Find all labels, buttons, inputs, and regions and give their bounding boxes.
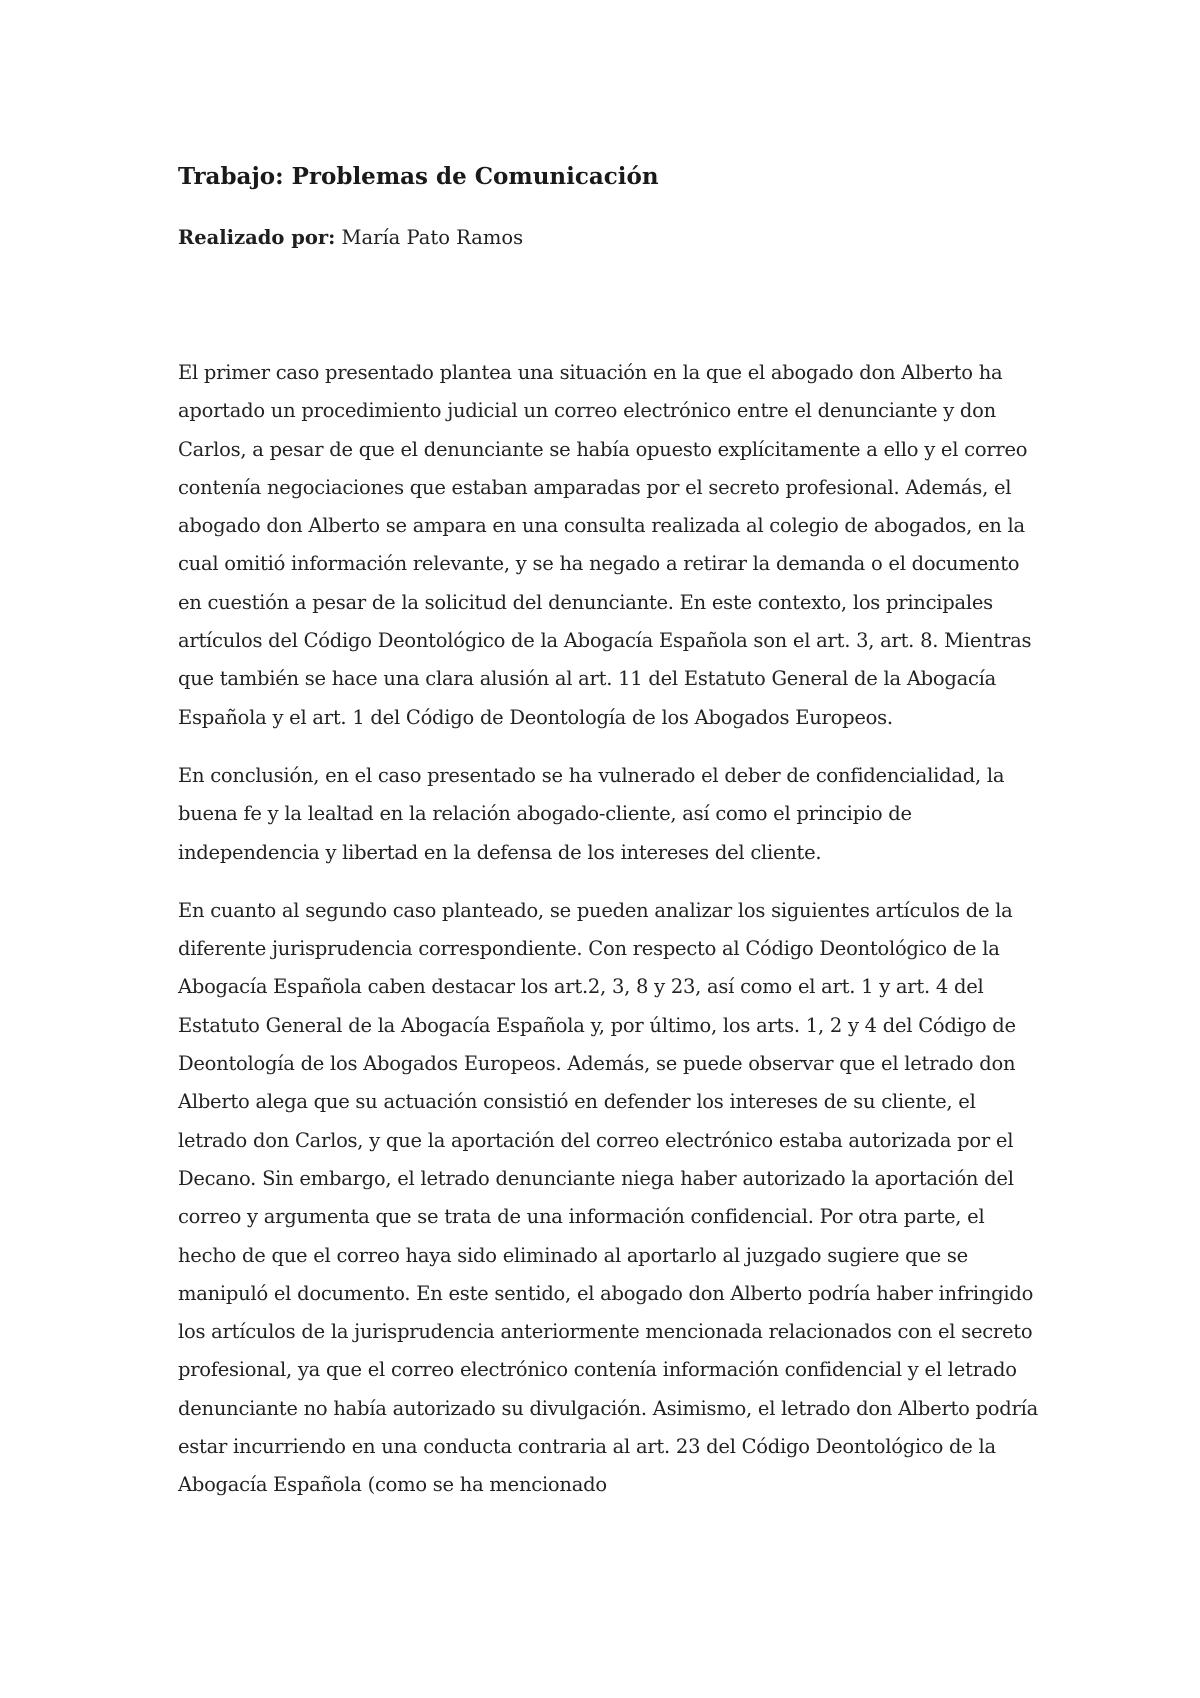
author-line [178,225,1042,251]
document-content [178,163,1042,1525]
paragraph-3: En cuanto al segundo caso planteado, se pueden analizar los siguientes artículos de la diferente jurisprudencia correspondiente. Con respecto al Código Deontológico de la Abogacía Española caben destacar los art.2, 3, 8 y 23, así como el art. 1 y art. 4 del Estatuto General de la Abogacía Española y, por último, los arts. 1, 2 y 4 del Código de Deontología de los Abogados Europeos. Además, se puede observar que el letrado don Alberto alega que su actuación consistió en defender los intereses de su cliente, el letrado don Carlos, y que la aportación del correo electrónico estaba autorizada por el Decano. Sin embargo, el letrado denunciante niega haber autorizado la aportación del correo y argumenta que se trata de una información confidencial. Por otra parte, el hecho de que el correo haya sido eliminado al aportarlo al juzgado sugiere que se manipuló el documento. En este sentido, el abogado don Alberto podría haber infringido los artículos de la jurisprudencia anteriormente mencionada relacionados con el secreto profesional, ya que el correo electrónico contenía información confidencial y el letrado denunciante no había autorizado su divulgación. Asimismo, el letrado don Alberto podría estar incurriendo en una conducta contraria al art. 23 del Código Deontológico de la Abogacía Española (como se ha mencionado [178,898,1038,1497]
paragraph-1: El primer caso presentado plantea una situación en la que el abogado don Alberto ha aportado un procedimiento judicial un correo electrónico entre el denunciante y don Carlos, a pesar de que el denunciante se había opuesto explícitamente a ello y el correo contenía negociaciones que estaban amparadas por el secreto profesional. Además, el abogado don Alberto se ampara en una consulta realizada al colegio de abogados, en la cual omitió información relevante, y se ha negado a retirar la demanda o el documento en cuestión a pesar de la solicitud del denunciante. En este contexto, los principales artículos del Código Deontológico de la Abogacía Española son el art. 3, art. 8. Mientras que también se hace una clara alusión al art. 11 del Estatuto General de la Abogacía Española y el art. 1 del Código de Deontología de los Abogados Europeos. [178,361,1032,729]
author-label: Realizado por: [178,226,336,249]
paragraph-2: En conclusión, en el caso presentado se ha vulnerado el deber de confidencialidad, la buena fe y la lealtad en la relación abogado-cliente, así como el principio de independencia y libertad en la defensa de los intereses del cliente. [178,763,1005,864]
document-title: Trabajo: Problemas de Comunicación [178,163,659,190]
author-name: María Pato Ramos [341,226,524,249]
document-body [178,354,1042,1505]
